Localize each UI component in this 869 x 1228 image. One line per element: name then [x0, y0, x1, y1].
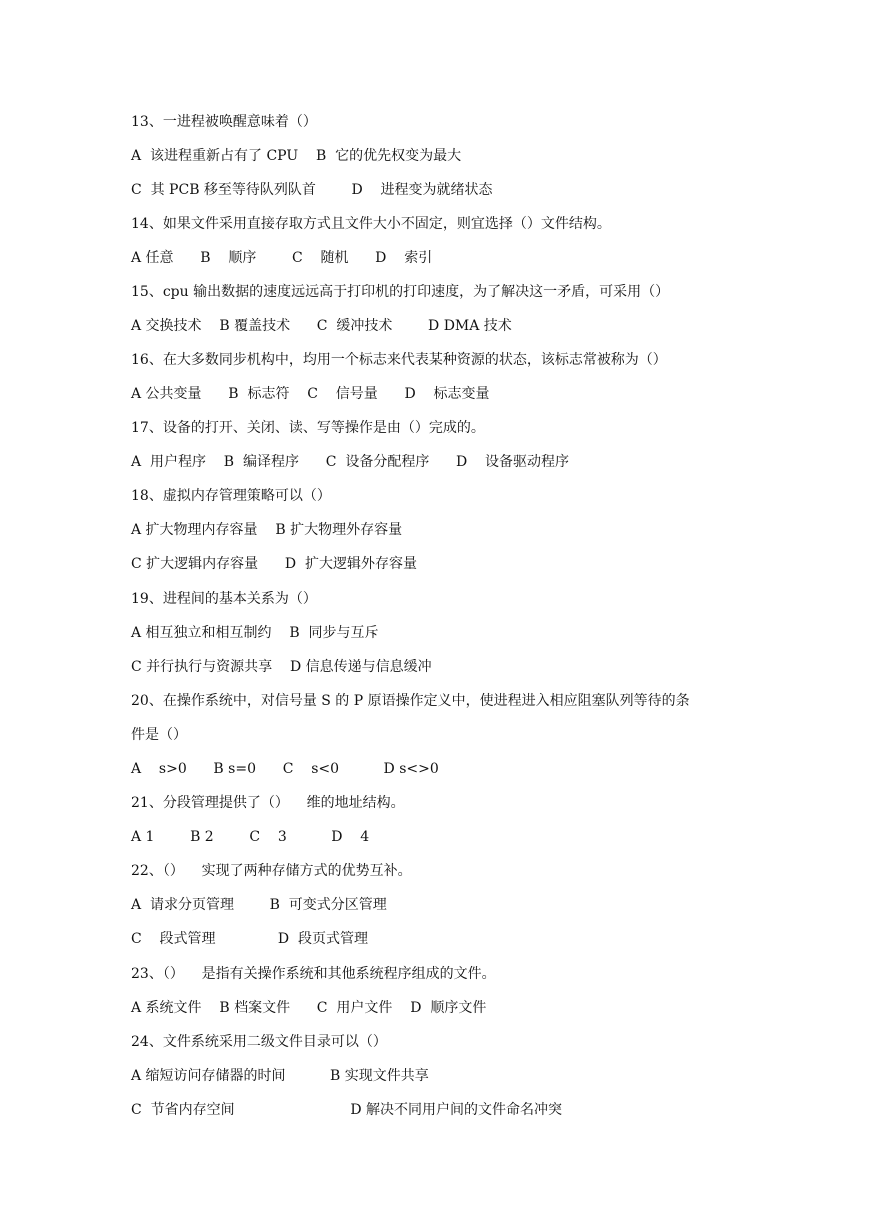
- question-20-options: A s>0 B s=0 C s<0 D s<>0: [131, 761, 439, 777]
- question-22: 22、（） 实现了两种存储方式的优势互补。: [131, 863, 412, 879]
- question-17-options: A 用户程序 B 编译程序 C 设备分配程序 D 设备驱动程序: [131, 454, 570, 470]
- question-15-options: A 交换技术 B 覆盖技术 C 缓冲技术 D DMA 技术: [131, 318, 512, 334]
- question-14: 14、如果文件采用直接存取方式且文件大小不固定，则宜选择（）文件结构。: [131, 216, 611, 232]
- question-22-options-ab: A 请求分页管理 B 可变式分区管理: [131, 897, 387, 913]
- question-19-options-cd: C 并行执行与资源共享 D 信息传递与信息缓冲: [131, 659, 432, 675]
- question-14-options: A 任意 B 顺序 C 随机 D 索引: [131, 250, 433, 266]
- question-19-options-ab: A 相互独立和相互制约 B 同步与互斥: [131, 625, 379, 641]
- question-23: 23、（） 是指有关操作系统和其他系统程序组成的文件。: [131, 966, 496, 982]
- question-22-options-cd: C 段式管理 D 段页式管理: [131, 931, 368, 947]
- question-16: 16、在大多数同步机构中，均用一个标志来代表某种资源的状态，该标志常被称为（）: [131, 352, 667, 368]
- question-18-options-ab: A 扩大物理内存容量 B 扩大物理外存容量: [131, 522, 403, 538]
- question-20-continued: 件是（）: [131, 727, 187, 743]
- question-21-options: A 1 B 2 C 3 D 4: [131, 829, 370, 845]
- question-13-options-cd: C 其 PCB 移至等待队列队首 D 进程变为就绪状态: [131, 182, 493, 198]
- question-13-options-ab: A 该进程重新占有了 CPU B 它的优先权变为最大: [131, 148, 462, 164]
- question-21: 21、分段管理提供了（） 维的地址结构。: [131, 795, 405, 811]
- question-24: 24、文件系统采用二级文件目录可以（）: [131, 1034, 387, 1050]
- question-19: 19、进程间的基本关系为（）: [131, 591, 317, 607]
- question-13: 13、一进程被唤醒意味着（）: [131, 114, 317, 130]
- question-15: 15、cpu 输出数据的速度远远高于打印机的打印速度，为了解决这一矛盾，可采用（）: [131, 284, 670, 300]
- question-23-options: A 系统文件 B 档案文件 C 用户文件 D 顺序文件: [131, 1000, 487, 1016]
- question-24-options-cd: C 节省内存空间 D 解决不同用户间的文件命名冲突: [131, 1102, 562, 1118]
- question-20: 20、在操作系统中，对信号量 S 的 P 原语操作定义中，使进程进入相应阻塞队列等待的条: [131, 693, 690, 709]
- question-18-options-cd: C 扩大逻辑内存容量 D 扩大逻辑外存容量: [131, 556, 417, 572]
- question-17: 17、设备的打开、关闭、读、写等操作是由（）完成的。: [131, 420, 485, 436]
- question-16-options: A 公共变量 B 标志符 C 信号量 D 标志变量: [131, 386, 490, 402]
- question-24-options-ab: A 缩短访问存储器的时间 B 实现文件共享: [131, 1068, 429, 1084]
- question-18: 18、虚拟内存管理策略可以（）: [131, 488, 331, 504]
